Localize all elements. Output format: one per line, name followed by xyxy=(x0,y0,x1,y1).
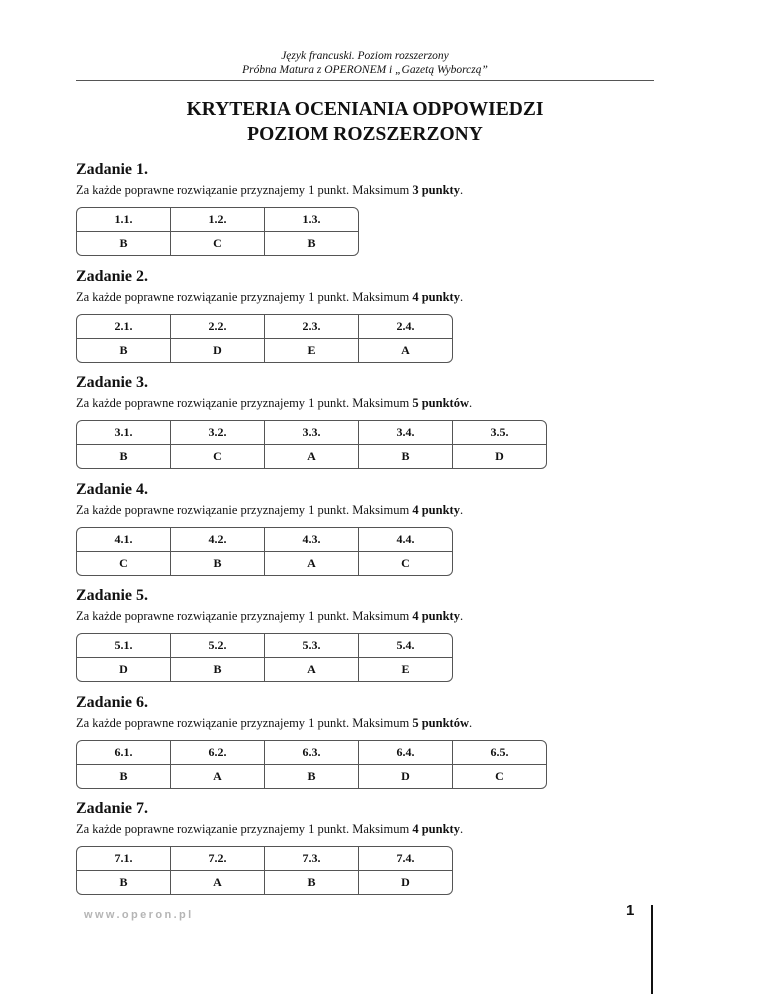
answer-cell: C xyxy=(171,232,265,255)
item-number: 3.4. xyxy=(359,421,453,445)
header-line-2: Próbna Matura z OPERONEM i „Gazetą Wyborczą” xyxy=(242,64,488,76)
scoring-text: Za każde poprawne rozwiązanie przyznajemy 1 punkt. Maksimum xyxy=(76,822,410,836)
task-section xyxy=(76,693,547,789)
item-number: 5.4. xyxy=(359,634,452,658)
answer-cell: A xyxy=(171,871,265,894)
task-section xyxy=(76,160,463,256)
answer-cell: A xyxy=(265,658,359,681)
answer-cell: E xyxy=(265,339,359,362)
item-number: 3.5. xyxy=(453,421,546,445)
answer-row xyxy=(77,232,358,255)
answer-cell: D xyxy=(495,449,504,463)
answer-table xyxy=(76,633,453,682)
task-heading: Zadanie 7. xyxy=(76,800,149,817)
answer-cell: C xyxy=(77,552,171,575)
answer-row xyxy=(77,339,452,362)
scoring-text: Za każde poprawne rozwiązanie przyznajemy 1 punkt. Maksimum xyxy=(76,183,410,197)
answer-cell: A xyxy=(401,343,410,357)
item-number: 4.2. xyxy=(171,528,265,552)
task-description: Za każde poprawne rozwiązanie przyznajemy 1 punkt. Maksimum 5 punktów. xyxy=(76,716,473,730)
task-section xyxy=(76,586,463,682)
item-number: 6.5. xyxy=(453,741,546,765)
item-number-row xyxy=(77,421,546,445)
task-description: Za każde poprawne rozwiązanie przyznajemy 1 punkt. Maksimum 4 punkty. xyxy=(76,822,464,836)
item-number: 4.1. xyxy=(77,528,171,552)
page-number: 1 xyxy=(626,902,635,919)
answer-cell: B xyxy=(77,765,171,788)
item-number: 3.2. xyxy=(171,421,265,445)
task-description: Za każde poprawne rozwiązanie przyznajemy 1 punkt. Maksimum 4 punkty. xyxy=(76,290,464,304)
item-number: 6.1. xyxy=(77,741,171,765)
item-number: 2.3. xyxy=(265,315,359,339)
answer-cell: D xyxy=(359,765,453,788)
task-description: Za każde poprawne rozwiązanie przyznajemy 1 punkt. Maksimum 4 punkty. xyxy=(76,609,464,623)
answer-cell: C xyxy=(401,556,410,570)
task-description: Za każde poprawne rozwiązanie przyznajemy 1 punkt. Maksimum 4 punkty. xyxy=(76,503,464,517)
max-points: 4 punkty xyxy=(412,503,460,517)
task-heading: Zadanie 3. xyxy=(76,374,149,391)
task-heading: Zadanie 4. xyxy=(76,481,149,498)
task-heading: Zadanie 1. xyxy=(76,161,149,178)
task-description: Za każde poprawne rozwiązanie przyznajemy 1 punkt. Maksimum 5 punktów. xyxy=(76,396,473,410)
item-number-row xyxy=(77,528,452,552)
answer-row xyxy=(77,445,546,468)
header-line-1: Język francuski. Poziom rozszerzony xyxy=(281,50,449,62)
item-number: 7.1. xyxy=(77,847,171,871)
item-number-row xyxy=(77,634,452,658)
item-number: 6.3. xyxy=(265,741,359,765)
item-number: 1.1. xyxy=(77,208,171,232)
answer-cell: A xyxy=(265,445,359,468)
task-section xyxy=(76,267,463,363)
item-number: 5.1. xyxy=(77,634,171,658)
task-description: Za każde poprawne rozwiązanie przyznajemy 1 punkt. Maksimum 3 punkty. xyxy=(76,183,464,197)
answer-cell: E xyxy=(401,662,410,676)
item-number-row xyxy=(77,847,452,871)
answer-table xyxy=(76,740,547,789)
task-heading: Zadanie 6. xyxy=(76,694,149,711)
answer-cell: D xyxy=(401,875,410,889)
item-number-row xyxy=(77,741,546,765)
item-number-row xyxy=(77,315,452,339)
max-points: 3 punkty xyxy=(412,183,460,197)
answer-table xyxy=(76,527,453,576)
page-title xyxy=(76,97,654,147)
scoring-text: Za każde poprawne rozwiązanie przyznajemy 1 punkt. Maksimum xyxy=(76,503,410,517)
answer-table xyxy=(76,420,547,469)
item-number: 4.3. xyxy=(265,528,359,552)
page-edge-rule xyxy=(651,905,653,994)
item-number: 4.4. xyxy=(359,528,452,552)
answer-cell: B xyxy=(265,765,359,788)
answer-table xyxy=(76,207,359,256)
item-number: 2.1. xyxy=(77,315,171,339)
footer-website: www.operon.pl xyxy=(84,909,194,921)
max-points: 5 punktów xyxy=(412,716,469,730)
task-section xyxy=(76,373,547,469)
item-number: 5.3. xyxy=(265,634,359,658)
item-number: 2.4. xyxy=(359,315,452,339)
answer-row xyxy=(77,871,452,894)
answer-cell: B xyxy=(77,445,171,468)
item-number: 2.2. xyxy=(171,315,265,339)
answer-cell: B xyxy=(77,232,171,255)
item-number: 7.3. xyxy=(265,847,359,871)
answer-cell: D xyxy=(171,339,265,362)
item-number: 7.2. xyxy=(171,847,265,871)
task-heading: Zadanie 2. xyxy=(76,268,149,285)
answer-cell: A xyxy=(265,552,359,575)
answer-cell: D xyxy=(77,658,171,681)
answer-cell: B xyxy=(265,871,359,894)
item-number: 3.1. xyxy=(77,421,171,445)
answer-cell: C xyxy=(495,769,504,783)
answer-cell: B xyxy=(359,445,453,468)
answer-row xyxy=(77,552,452,575)
task-heading: Zadanie 5. xyxy=(76,587,149,604)
max-points: 5 punktów xyxy=(412,396,469,410)
task-section xyxy=(76,480,463,576)
scoring-text: Za każde poprawne rozwiązanie przyznajemy 1 punkt. Maksimum xyxy=(76,396,410,410)
answer-cell: B xyxy=(171,552,265,575)
title-line-2: POZIOM ROZSZERZONY xyxy=(247,124,483,145)
answer-cell: C xyxy=(171,445,265,468)
item-number: 1.2. xyxy=(171,208,265,232)
answer-cell: B xyxy=(77,339,171,362)
title-line-1: KRYTERIA OCENIANIA ODPOWIEDZI xyxy=(186,99,544,120)
scoring-text: Za każde poprawne rozwiązanie przyznajemy 1 punkt. Maksimum xyxy=(76,290,410,304)
answer-table xyxy=(76,846,453,895)
item-number: 6.2. xyxy=(171,741,265,765)
item-number: 1.3. xyxy=(265,208,358,232)
answer-cell: B xyxy=(77,871,171,894)
item-number-row xyxy=(77,208,358,232)
answer-cell: B xyxy=(307,236,316,250)
item-number: 7.4. xyxy=(359,847,452,871)
scoring-text: Za każde poprawne rozwiązanie przyznajemy 1 punkt. Maksimum xyxy=(76,716,410,730)
max-points: 4 punkty xyxy=(412,822,460,836)
max-points: 4 punkty xyxy=(412,290,460,304)
item-number: 3.3. xyxy=(265,421,359,445)
task-section xyxy=(76,799,463,895)
answer-cell: B xyxy=(171,658,265,681)
answer-cell: A xyxy=(171,765,265,788)
running-header xyxy=(76,49,654,81)
item-number: 6.4. xyxy=(359,741,453,765)
answer-row xyxy=(77,658,452,681)
item-number: 5.2. xyxy=(171,634,265,658)
max-points: 4 punkty xyxy=(412,609,460,623)
answer-table xyxy=(76,314,453,363)
scoring-text: Za każde poprawne rozwiązanie przyznajemy 1 punkt. Maksimum xyxy=(76,609,410,623)
answer-row xyxy=(77,765,546,788)
